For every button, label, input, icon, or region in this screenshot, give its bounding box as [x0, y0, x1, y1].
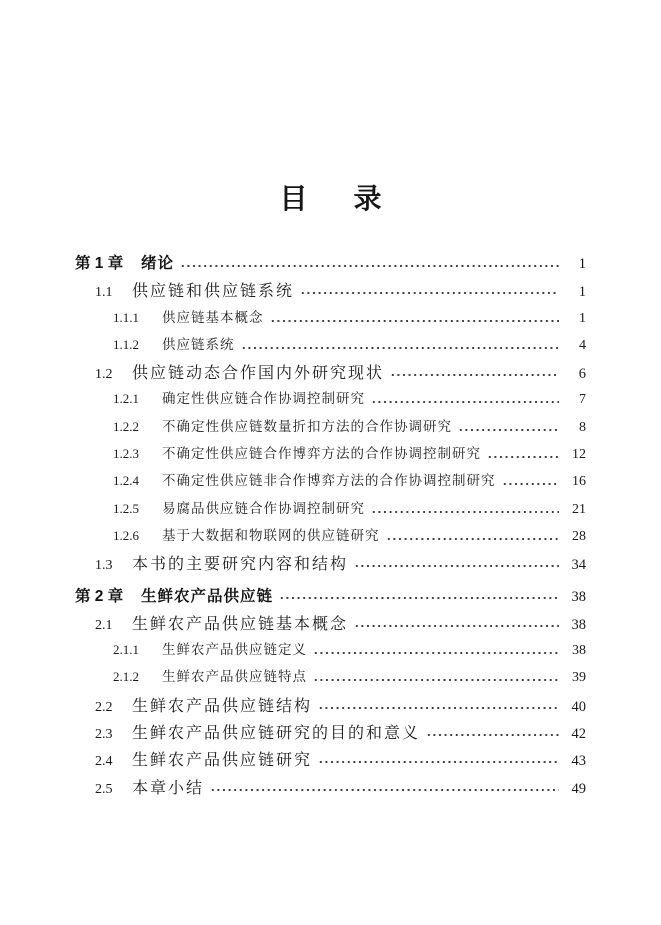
toc-entry-number: 2.3 — [95, 727, 113, 743]
toc-entry-page: 43 — [571, 753, 586, 770]
dot-leader — [370, 387, 559, 414]
toc-entry-number: 1.2.3 — [113, 446, 139, 462]
toc-entry-page: 38 — [571, 588, 586, 605]
toc-entry-number: 1.2.2 — [113, 418, 139, 434]
toc-entry-page: 1 — [579, 310, 586, 326]
toc-entry-title: 基于大数据和物联网的供应链研究 — [162, 527, 380, 543]
toc-row — [75, 387, 586, 414]
dot-leader — [269, 306, 560, 333]
toc-list — [75, 251, 586, 802]
toc-entry-page: 1 — [578, 256, 586, 272]
page-title-char-1: 目 — [279, 183, 308, 214]
toc-entry-number: 2.1.2 — [113, 669, 139, 685]
toc-entry-number: 1.1.1 — [113, 309, 139, 325]
toc-row — [75, 333, 586, 360]
toc-entry-title: 生鲜农产品供应链结构 — [132, 697, 313, 715]
toc-row — [75, 584, 586, 611]
dot-leader — [317, 747, 559, 774]
dot-leader — [353, 611, 559, 638]
dot-leader — [179, 251, 559, 278]
toc-entry-page: 42 — [571, 726, 586, 743]
toc-entry-page: 28 — [572, 528, 586, 544]
dot-leader — [389, 360, 559, 387]
toc-entry-number: 1.3 — [95, 558, 113, 574]
toc-entry-title: 生鲜农产品供应链 — [141, 587, 274, 605]
toc-entry-title: 本章小结 — [132, 779, 205, 797]
toc-row — [75, 469, 586, 496]
toc-entry-title: 供应链和供应链系统 — [132, 283, 295, 301]
toc-row — [75, 638, 586, 665]
toc-entry-page: 12 — [572, 447, 586, 463]
toc-entry-page: 4 — [579, 337, 586, 353]
toc-row — [75, 278, 586, 305]
dot-leader — [209, 775, 559, 802]
toc-row — [75, 442, 586, 469]
dot-leader — [425, 720, 559, 747]
toc-entry-number: 1.2.5 — [113, 500, 139, 516]
toc-row — [75, 747, 586, 774]
toc-row — [75, 665, 586, 692]
toc-entry-number: 1.2.6 — [113, 527, 139, 543]
toc-entry-title: 不确定性供应链非合作博弈方法的合作协调控制研究 — [162, 473, 496, 489]
toc-row — [75, 611, 586, 638]
toc-entry-page: 16 — [572, 474, 586, 490]
toc-row — [75, 306, 586, 333]
toc-entry-title: 易腐品供应链合作协调控制研究 — [162, 500, 365, 516]
toc-entry-page: 40 — [571, 698, 586, 715]
dot-leader — [312, 665, 559, 692]
toc-row — [75, 524, 586, 551]
toc-entry-number: 2.1.1 — [113, 642, 139, 658]
toc-entry-number: 1.2.4 — [113, 473, 139, 489]
toc-entry-page: 34 — [571, 557, 586, 574]
page-title — [0, 183, 661, 215]
toc-row — [75, 360, 586, 387]
toc-entry-title: 供应链动态合作国内外研究现状 — [132, 365, 385, 383]
toc-entry-title: 供应链系统 — [162, 336, 235, 352]
toc-entry-title: 绪论 — [141, 255, 175, 272]
dot-leader — [299, 278, 559, 305]
toc-entry-number: 第 2 章 — [75, 587, 124, 605]
toc-entry-number: 2.5 — [95, 781, 113, 797]
dot-leader — [278, 584, 559, 611]
toc-entry-number: 第 1 章 — [75, 255, 124, 272]
dot-leader — [317, 693, 559, 720]
toc-entry-page: 38 — [572, 643, 586, 659]
toc-entry-title: 生鲜农产品供应链特点 — [162, 669, 307, 685]
toc-entry-number: 1.1.2 — [113, 336, 139, 352]
toc-entry-number: 1.2 — [95, 367, 113, 383]
toc-row — [75, 720, 586, 747]
toc-entry-title: 生鲜农产品供应链定义 — [162, 642, 307, 658]
toc-entry-number: 2.1 — [95, 617, 113, 633]
dot-leader — [457, 415, 559, 442]
dot-leader — [385, 524, 560, 551]
toc-entry-title: 确定性供应链合作协调控制研究 — [162, 391, 365, 407]
toc-entry-number: 2.4 — [95, 754, 113, 770]
dot-leader — [370, 497, 559, 524]
dot-leader — [312, 638, 559, 665]
toc-entry-title: 本书的主要研究内容和结构 — [132, 556, 349, 574]
toc-entry-page: 6 — [578, 366, 586, 383]
toc-entry-number: 1.2.1 — [113, 391, 139, 407]
toc-row — [75, 693, 586, 720]
dot-leader — [486, 442, 559, 469]
toc-entry-number: 2.2 — [95, 699, 113, 715]
dot-leader — [240, 333, 560, 360]
toc-row — [75, 251, 586, 278]
toc-entry-page: 1 — [578, 284, 586, 301]
page-title-char-2: 录 — [353, 183, 382, 214]
dot-leader — [501, 469, 560, 496]
toc-entry-page: 38 — [571, 616, 586, 633]
toc-entry-number: 1.1 — [95, 285, 113, 301]
toc-entry-title: 生鲜农产品供应链研究的目的和意义 — [132, 725, 421, 743]
toc-row — [75, 497, 586, 524]
toc-row — [75, 775, 586, 802]
toc-entry-page: 49 — [571, 780, 586, 797]
toc-entry-page: 21 — [572, 501, 586, 517]
toc-row — [75, 415, 586, 442]
toc-entry-page: 7 — [579, 392, 586, 408]
toc-row — [75, 551, 586, 578]
toc-entry-title: 不确定性供应链数量折扣方法的合作协调研究 — [162, 418, 452, 434]
toc-entry-title: 生鲜农产品供应链研究 — [132, 752, 313, 770]
toc-entry-title: 供应链基本概念 — [162, 309, 264, 325]
toc-entry-page: 8 — [579, 419, 586, 435]
toc-entry-title: 不确定性供应链合作博弈方法的合作协调控制研究 — [162, 446, 481, 462]
dot-leader — [353, 551, 559, 578]
toc-entry-page: 39 — [572, 670, 586, 686]
toc-entry-title: 生鲜农产品供应链基本概念 — [132, 615, 349, 633]
